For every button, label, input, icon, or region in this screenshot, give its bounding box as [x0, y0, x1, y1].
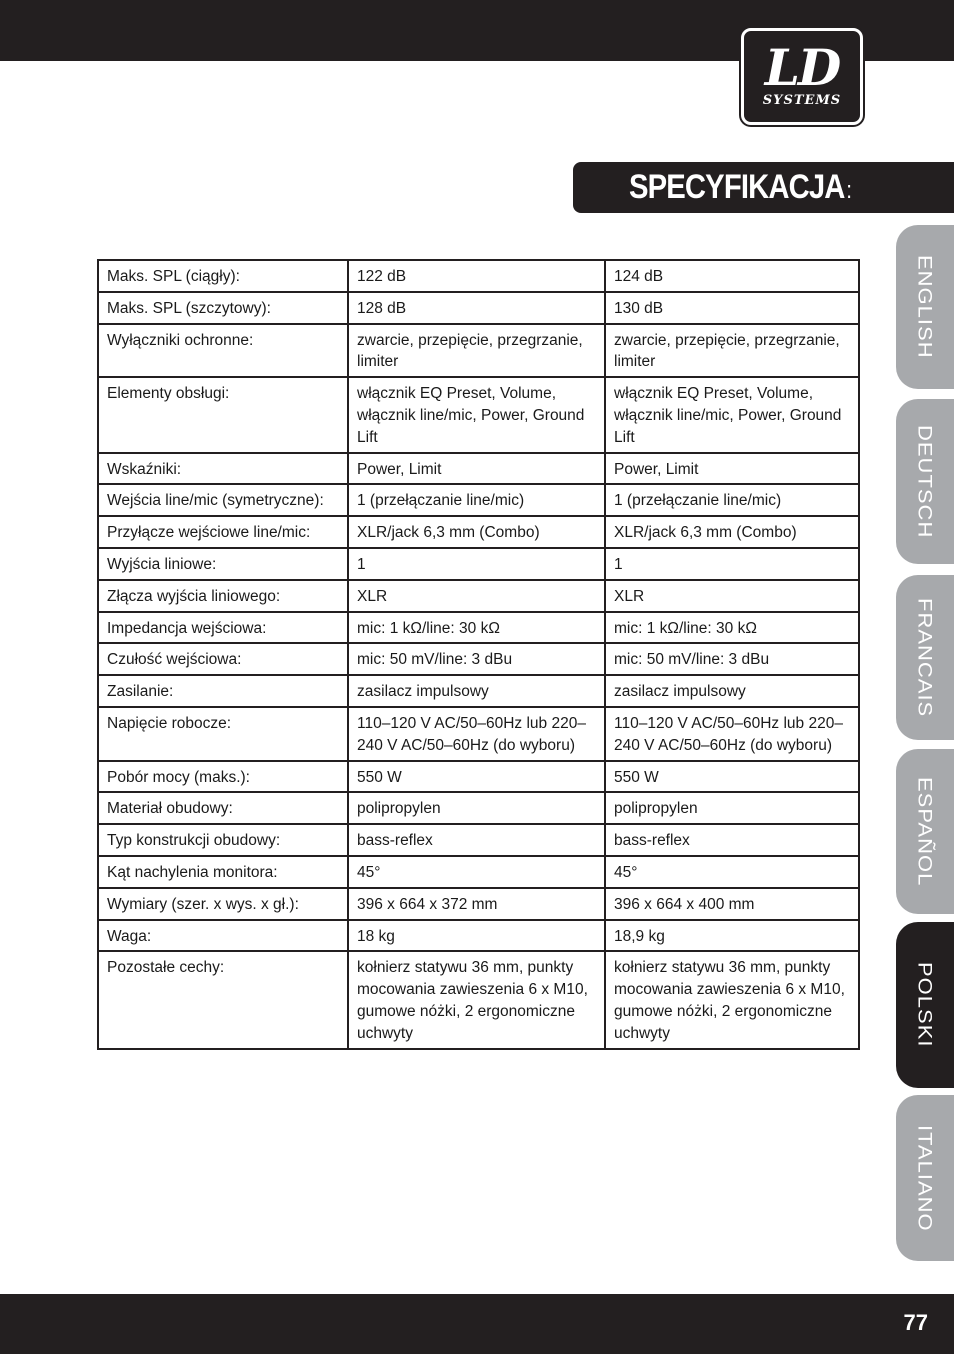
spec-label: Maks. SPL (szczytowy):	[98, 292, 348, 324]
spec-value: mic: 50 mV/line: 3 dBu	[348, 643, 605, 675]
spec-value: 128 dB	[348, 292, 605, 324]
spec-value: Power, Limit	[605, 453, 859, 485]
spec-label: Impedancja wejściowa:	[98, 612, 348, 644]
spec-value: 45°	[605, 856, 859, 888]
table-row	[98, 377, 859, 452]
tab-italiano[interactable]	[896, 1095, 954, 1261]
spec-value: bass-reflex	[605, 824, 859, 856]
table-row	[98, 792, 859, 824]
tab-label: ENGLISH	[914, 255, 937, 359]
spec-label: Elementy obsługi:	[98, 377, 348, 452]
spec-label: Czułość wejściowa:	[98, 643, 348, 675]
spec-value: XLR/jack 6,3 mm (Combo)	[605, 516, 859, 548]
table-row	[98, 580, 859, 612]
spec-value: Power, Limit	[348, 453, 605, 485]
table-row	[98, 920, 859, 952]
spec-label: Materiał obudowy:	[98, 792, 348, 824]
spec-value: bass-reflex	[348, 824, 605, 856]
page-number: 77	[903, 1310, 928, 1335]
spec-label: Wyłączniki ochronne:	[98, 324, 348, 378]
table-row	[98, 856, 859, 888]
spec-label: Wskaźniki:	[98, 453, 348, 485]
spec-label: Wejścia line/mic (symetryczne):	[98, 484, 348, 516]
spec-value: mic: 1 kΩ/line: 30 kΩ	[348, 612, 605, 644]
spec-value: XLR	[605, 580, 859, 612]
spec-value: zasilacz impulsowy	[605, 675, 859, 707]
spec-value: 124 dB	[605, 260, 859, 292]
section-title-text: SPECYFIKACJA	[629, 168, 845, 206]
spec-value: 122 dB	[348, 260, 605, 292]
spec-value: mic: 50 mV/line: 3 dBu	[605, 643, 859, 675]
spec-value: polipropylen	[348, 792, 605, 824]
spec-value: włącznik EQ Preset, Volume, włącznik line/mic, Power, Ground Lift	[348, 377, 605, 452]
tab-label: FRANCAIS	[914, 597, 937, 718]
spec-value: 396 x 664 x 400 mm	[605, 888, 859, 920]
tab-label: ITALIANO	[914, 1124, 937, 1232]
logo-subtitle: SYSTEMS	[762, 93, 842, 108]
spec-value: 1 (przełączanie line/mic)	[348, 484, 605, 516]
tab-polski[interactable]	[896, 922, 954, 1088]
table-row	[98, 260, 859, 292]
bottom-bar	[0, 1294, 954, 1354]
section-title-box	[573, 162, 954, 213]
tab-label: ESPAÑOL	[914, 776, 937, 887]
spec-label: Napięcie robocze:	[98, 707, 348, 761]
spec-label: Złącza wyjścia liniowego:	[98, 580, 348, 612]
spec-value: XLR/jack 6,3 mm (Combo)	[348, 516, 605, 548]
spec-label: Kąt nachylenia monitora:	[98, 856, 348, 888]
table-row	[98, 324, 859, 378]
spec-value: 550 W	[605, 761, 859, 793]
spec-value: mic: 1 kΩ/line: 30 kΩ	[605, 612, 859, 644]
tab-espanol[interactable]	[896, 749, 954, 914]
spec-value: 110–120 V AC/50–60Hz lub 220–240 V AC/50–60Hz (do wyboru)	[605, 707, 859, 761]
table-row	[98, 292, 859, 324]
spec-label: Maks. SPL (ciągły):	[98, 260, 348, 292]
spec-value: 45°	[348, 856, 605, 888]
tab-label: DEUTSCH	[914, 424, 937, 539]
logo-mark: LD	[764, 38, 840, 97]
spec-label: Waga:	[98, 920, 348, 952]
spec-value: zwarcie, przepięcie, przegrzanie, limiter	[605, 324, 859, 378]
tab-deutsch[interactable]	[896, 399, 954, 564]
table-row	[98, 453, 859, 485]
tab-english[interactable]	[896, 225, 954, 389]
spec-value: XLR	[348, 580, 605, 612]
spec-value: 550 W	[348, 761, 605, 793]
table-row	[98, 888, 859, 920]
table-row	[98, 707, 859, 761]
table-row	[98, 675, 859, 707]
spec-label: Zasilanie:	[98, 675, 348, 707]
spec-label: Pozostałe cechy:	[98, 951, 348, 1048]
spec-value: kołnierz statywu 36 mm, punkty mocowania zawieszenia 6 x M10, gumowe nóżki, 2 ergonomiczne uchwyty	[348, 951, 605, 1048]
section-title-colon: :	[846, 177, 852, 204]
spec-value: zasilacz impulsowy	[348, 675, 605, 707]
spec-value: 1 (przełączanie line/mic)	[605, 484, 859, 516]
spec-value: 396 x 664 x 372 mm	[348, 888, 605, 920]
spec-value: włącznik EQ Preset, Volume, włącznik line/mic, Power, Ground Lift	[605, 377, 859, 452]
spec-value: kołnierz statywu 36 mm, punkty mocowania zawieszenia 6 x M10, gumowe nóżki, 2 ergonomiczne uchwyty	[605, 951, 859, 1048]
table-row	[98, 824, 859, 856]
spec-label: Pobór mocy (maks.):	[98, 761, 348, 793]
spec-value: 110–120 V AC/50–60Hz lub 220–240 V AC/50–60Hz (do wyboru)	[348, 707, 605, 761]
spec-value: 18 kg	[348, 920, 605, 952]
spec-label: Wymiary (szer. x wys. x gł.):	[98, 888, 348, 920]
tab-francais[interactable]	[896, 575, 954, 740]
table-row	[98, 612, 859, 644]
table-row	[98, 761, 859, 793]
table-row	[98, 516, 859, 548]
spec-value: polipropylen	[605, 792, 859, 824]
table-row	[98, 484, 859, 516]
spec-value: 18,9 kg	[605, 920, 859, 952]
section-title	[629, 168, 851, 207]
spec-value: 1	[605, 548, 859, 580]
tab-label: POLSKI	[914, 962, 937, 1048]
table-row	[98, 951, 859, 1048]
table-row	[98, 643, 859, 675]
spec-value: 1	[348, 548, 605, 580]
specification-table	[97, 259, 860, 1050]
spec-label: Wyjścia liniowe:	[98, 548, 348, 580]
table-row	[98, 548, 859, 580]
spec-label: Typ konstrukcji obudowy:	[98, 824, 348, 856]
spec-value: 130 dB	[605, 292, 859, 324]
ld-systems-logo	[741, 28, 863, 125]
spec-label: Przyłącze wejściowe line/mic:	[98, 516, 348, 548]
spec-value: zwarcie, przepięcie, przegrzanie, limiter	[348, 324, 605, 378]
